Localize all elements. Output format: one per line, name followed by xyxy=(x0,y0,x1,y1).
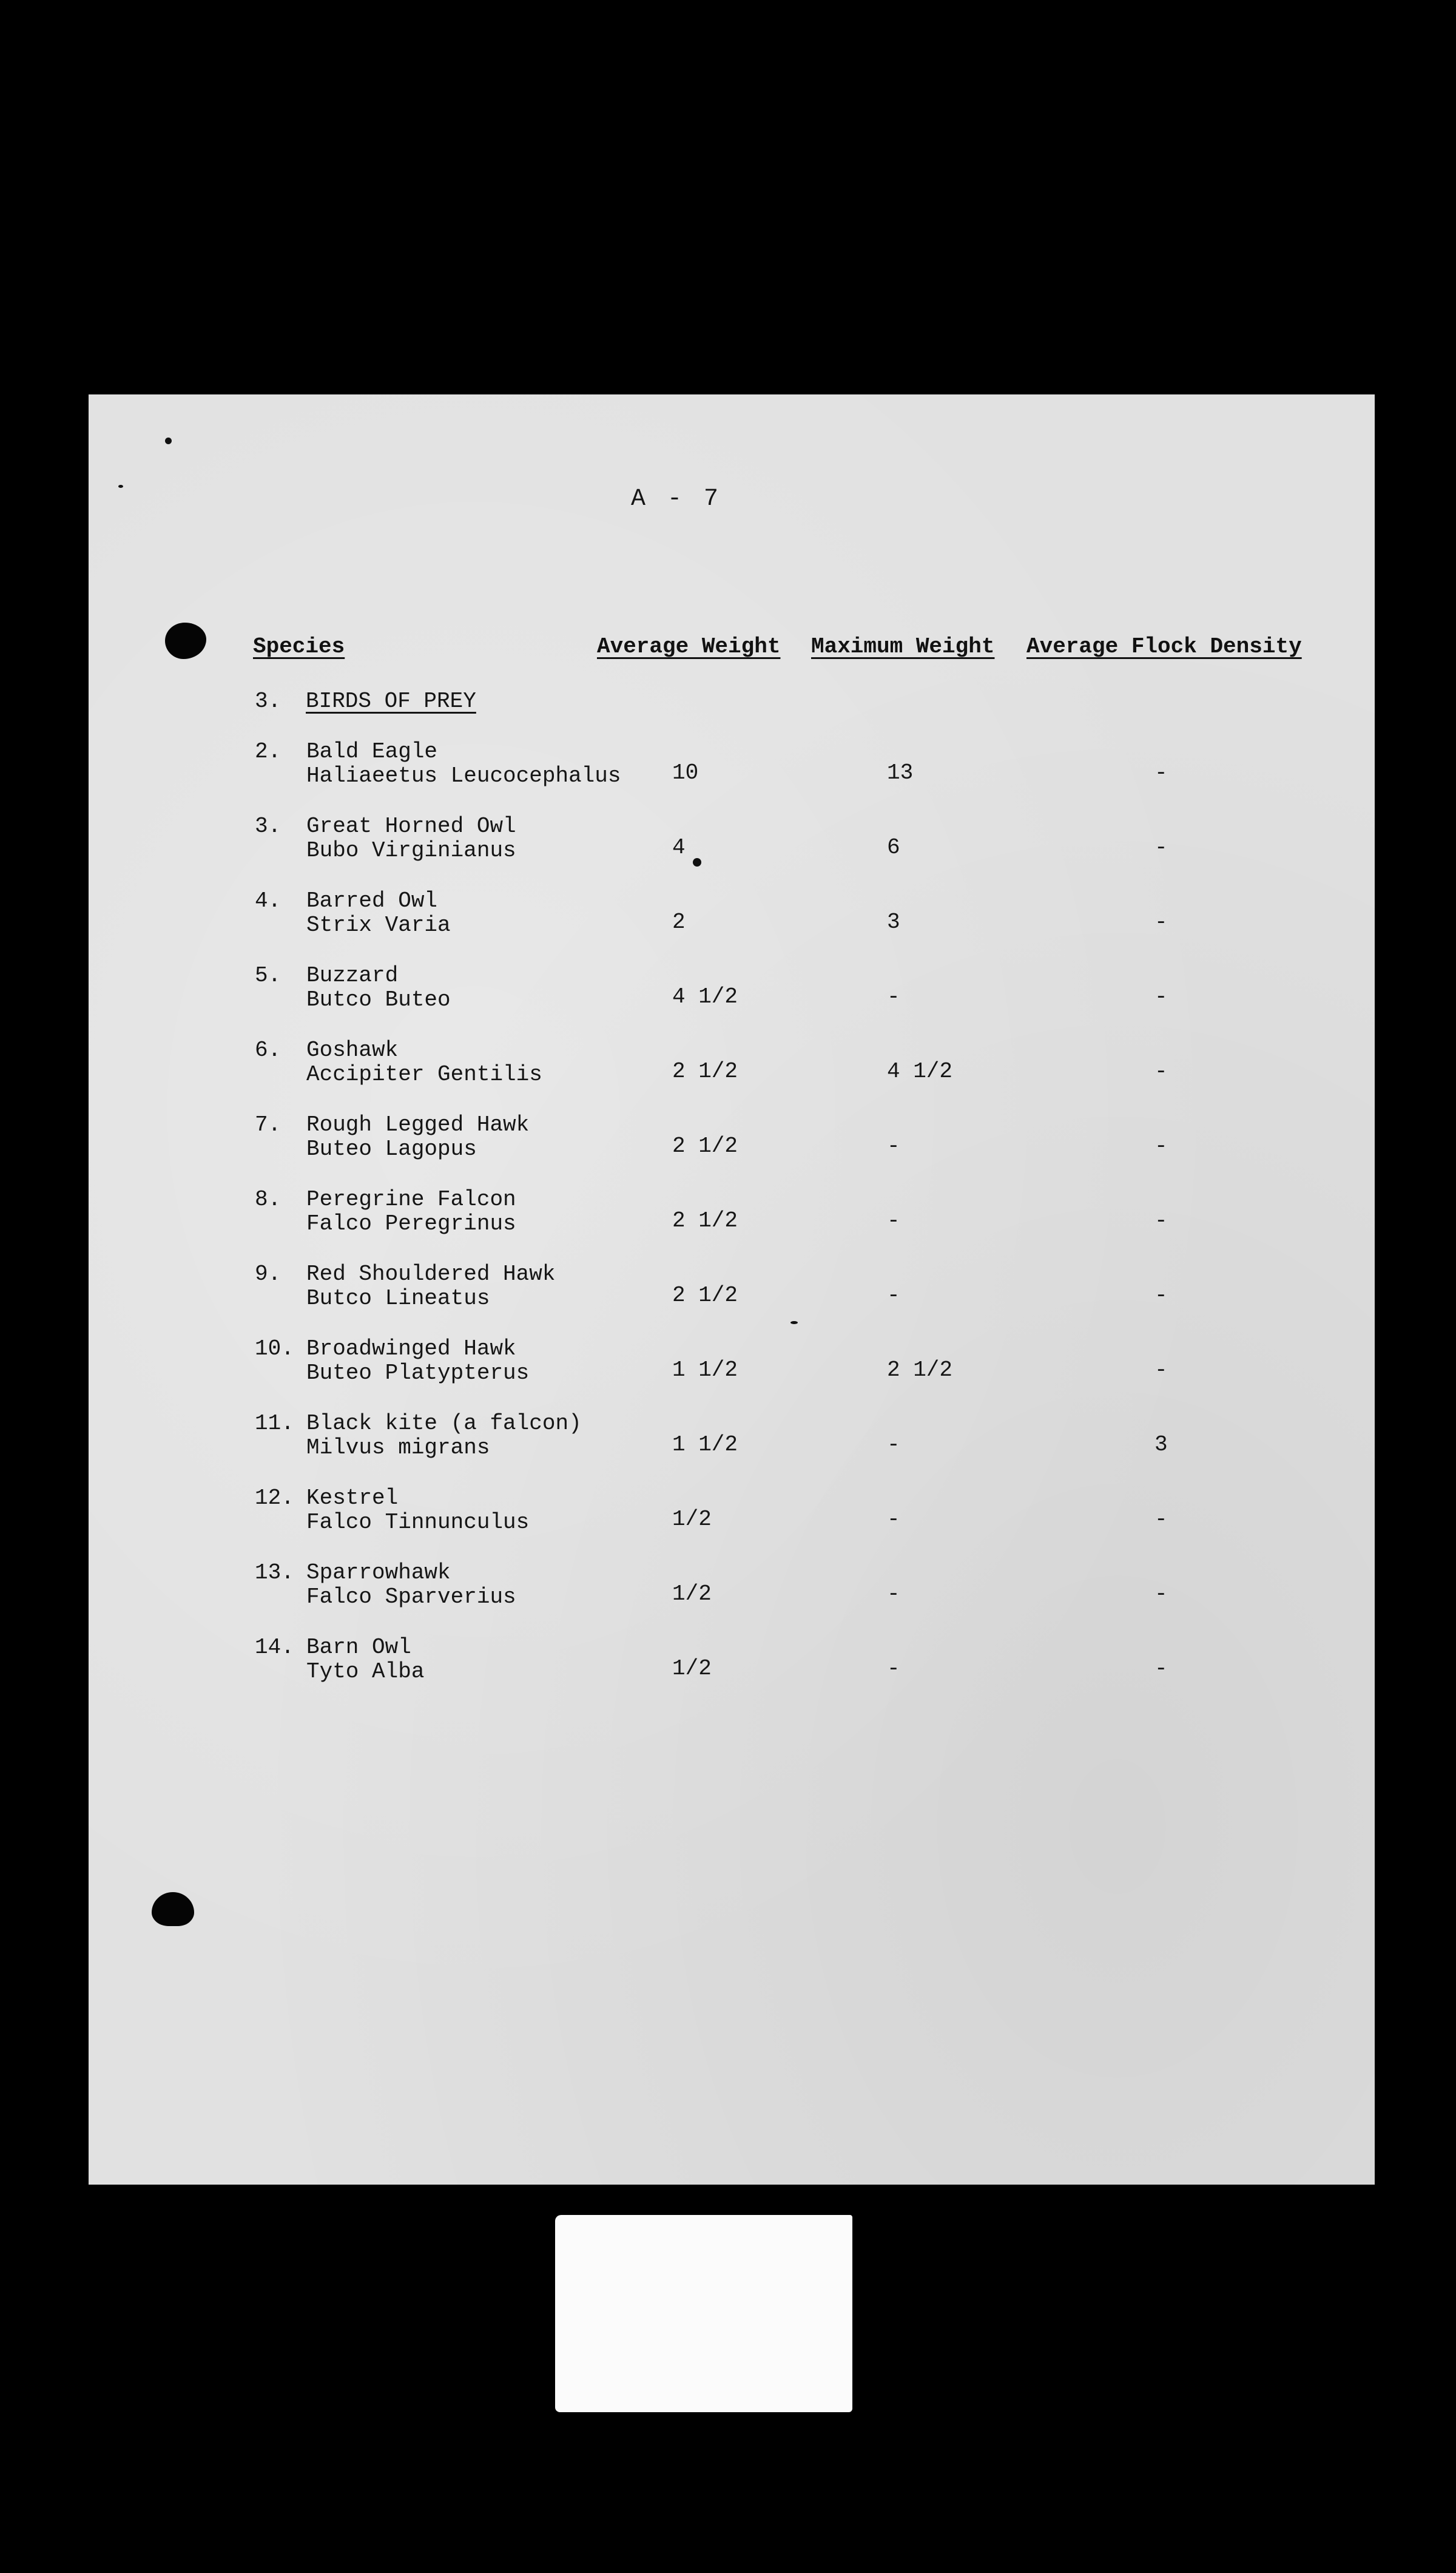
common-name: Barn Owl xyxy=(306,1635,411,1660)
flock-density: - xyxy=(1154,1656,1168,1681)
section-title: BIRDS OF PREY xyxy=(306,689,476,714)
latin-name: Butco Lineatus xyxy=(306,1286,490,1311)
section-number: 3. xyxy=(255,689,281,714)
maximum-weight: - xyxy=(887,1507,900,1532)
maximum-weight: - xyxy=(887,1208,900,1233)
species-number: 13. xyxy=(255,1560,294,1585)
table-row xyxy=(0,1262,1456,1336)
species-number: 12. xyxy=(255,1486,294,1510)
latin-name: Milvus migrans xyxy=(306,1435,490,1460)
latin-name: Bubo Virginianus xyxy=(306,838,516,863)
latin-name: Buteo Platypterus xyxy=(306,1361,530,1385)
latin-name: Butco Buteo xyxy=(306,987,451,1012)
species-table xyxy=(0,739,1456,1709)
common-name: Rough Legged Hawk xyxy=(306,1112,530,1137)
flock-density: - xyxy=(1154,1134,1168,1158)
common-name: Red Shouldered Hawk xyxy=(306,1262,556,1286)
table-row xyxy=(0,1560,1456,1635)
common-name: Sparrowhawk xyxy=(306,1560,451,1585)
flock-density: - xyxy=(1154,1581,1168,1606)
latin-name: Falco Peregrinus xyxy=(306,1211,516,1236)
species-number: 6. xyxy=(255,1038,281,1063)
table-row xyxy=(0,1112,1456,1187)
ink-speck xyxy=(165,438,172,444)
average-weight: 2 1/2 xyxy=(672,1134,738,1158)
flock-density: - xyxy=(1154,984,1168,1009)
species-number: 2. xyxy=(255,739,281,764)
common-name: Bald Eagle xyxy=(306,739,438,764)
maximum-weight: - xyxy=(887,1283,900,1308)
common-name: Kestrel xyxy=(306,1486,399,1510)
average-weight: 1/2 xyxy=(672,1507,712,1532)
maximum-weight: 2 1/2 xyxy=(887,1358,953,1382)
maximum-weight: - xyxy=(887,1432,900,1457)
column-header-average-weight: Average Weight xyxy=(597,634,781,659)
species-number: 5. xyxy=(255,963,281,988)
species-number: 9. xyxy=(255,1262,281,1286)
average-weight: 2 1/2 xyxy=(672,1283,738,1308)
table-row xyxy=(0,814,1456,888)
flock-density: - xyxy=(1154,1208,1168,1233)
flock-density: - xyxy=(1154,910,1168,935)
table-row xyxy=(0,1411,1456,1486)
common-name: Barred Owl xyxy=(306,888,438,913)
average-weight: 4 1/2 xyxy=(672,984,738,1009)
table-row xyxy=(0,963,1456,1038)
latin-name: Strix Varia xyxy=(306,913,451,938)
table-row xyxy=(0,1486,1456,1560)
species-number: 8. xyxy=(255,1187,281,1212)
maximum-weight: - xyxy=(887,1656,900,1681)
common-name: Great Horned Owl xyxy=(306,814,516,839)
species-number: 11. xyxy=(255,1411,294,1436)
table-row xyxy=(0,1635,1456,1709)
ink-speck xyxy=(118,485,123,488)
species-number: 7. xyxy=(255,1112,281,1137)
latin-name: Buteo Lagopus xyxy=(306,1137,477,1161)
latin-name: Falco Sparverius xyxy=(306,1584,516,1609)
maximum-weight: 13 xyxy=(887,760,914,785)
maximum-weight: - xyxy=(887,1134,900,1158)
common-name: Buzzard xyxy=(306,963,399,988)
maximum-weight: - xyxy=(887,1581,900,1606)
flock-density: - xyxy=(1154,835,1168,860)
latin-name: Falco Tinnunculus xyxy=(306,1510,530,1535)
table-row xyxy=(0,739,1456,814)
column-header-maximum-weight: Maximum Weight xyxy=(811,634,995,659)
flock-density: - xyxy=(1154,1283,1168,1308)
species-number: 4. xyxy=(255,888,281,913)
column-header-average-flock-density: Average Flock Density xyxy=(1026,634,1302,659)
flock-density: - xyxy=(1154,1358,1168,1382)
blank-label-card xyxy=(555,2215,852,2412)
average-weight: 4 xyxy=(672,835,686,860)
average-weight: 1 1/2 xyxy=(672,1358,738,1382)
average-weight: 2 xyxy=(672,910,686,935)
average-weight: 1/2 xyxy=(672,1656,712,1681)
average-weight: 1/2 xyxy=(672,1581,712,1606)
maximum-weight: 4 1/2 xyxy=(887,1059,953,1084)
average-weight: 10 xyxy=(672,760,699,785)
latin-name: Tyto Alba xyxy=(306,1659,425,1684)
flock-density: 3 xyxy=(1154,1432,1168,1457)
average-weight: 1 1/2 xyxy=(672,1432,738,1457)
table-row xyxy=(0,1187,1456,1262)
species-number: 3. xyxy=(255,814,281,839)
column-header-species: Species xyxy=(253,634,345,659)
flock-density: - xyxy=(1154,1059,1168,1084)
table-row xyxy=(0,888,1456,963)
table-row xyxy=(0,1038,1456,1112)
latin-name: Accipiter Gentilis xyxy=(306,1062,542,1087)
common-name: Broadwinged Hawk xyxy=(306,1336,516,1361)
flock-density: - xyxy=(1154,760,1168,785)
common-name: Goshawk xyxy=(306,1038,399,1063)
common-name: Peregrine Falcon xyxy=(306,1187,516,1212)
maximum-weight: - xyxy=(887,984,900,1009)
maximum-weight: 3 xyxy=(887,910,900,935)
page-number: A - 7 xyxy=(631,485,723,513)
table-row xyxy=(0,1336,1456,1411)
common-name: Black kite (a falcon) xyxy=(306,1411,582,1436)
average-weight: 2 1/2 xyxy=(672,1059,738,1084)
section-heading xyxy=(255,689,476,714)
latin-name: Haliaeetus Leucocephalus xyxy=(306,763,621,788)
average-weight: 2 1/2 xyxy=(672,1208,738,1233)
species-number: 14. xyxy=(255,1635,294,1660)
flock-density: - xyxy=(1154,1507,1168,1532)
maximum-weight: 6 xyxy=(887,835,900,860)
species-number: 10. xyxy=(255,1336,294,1361)
